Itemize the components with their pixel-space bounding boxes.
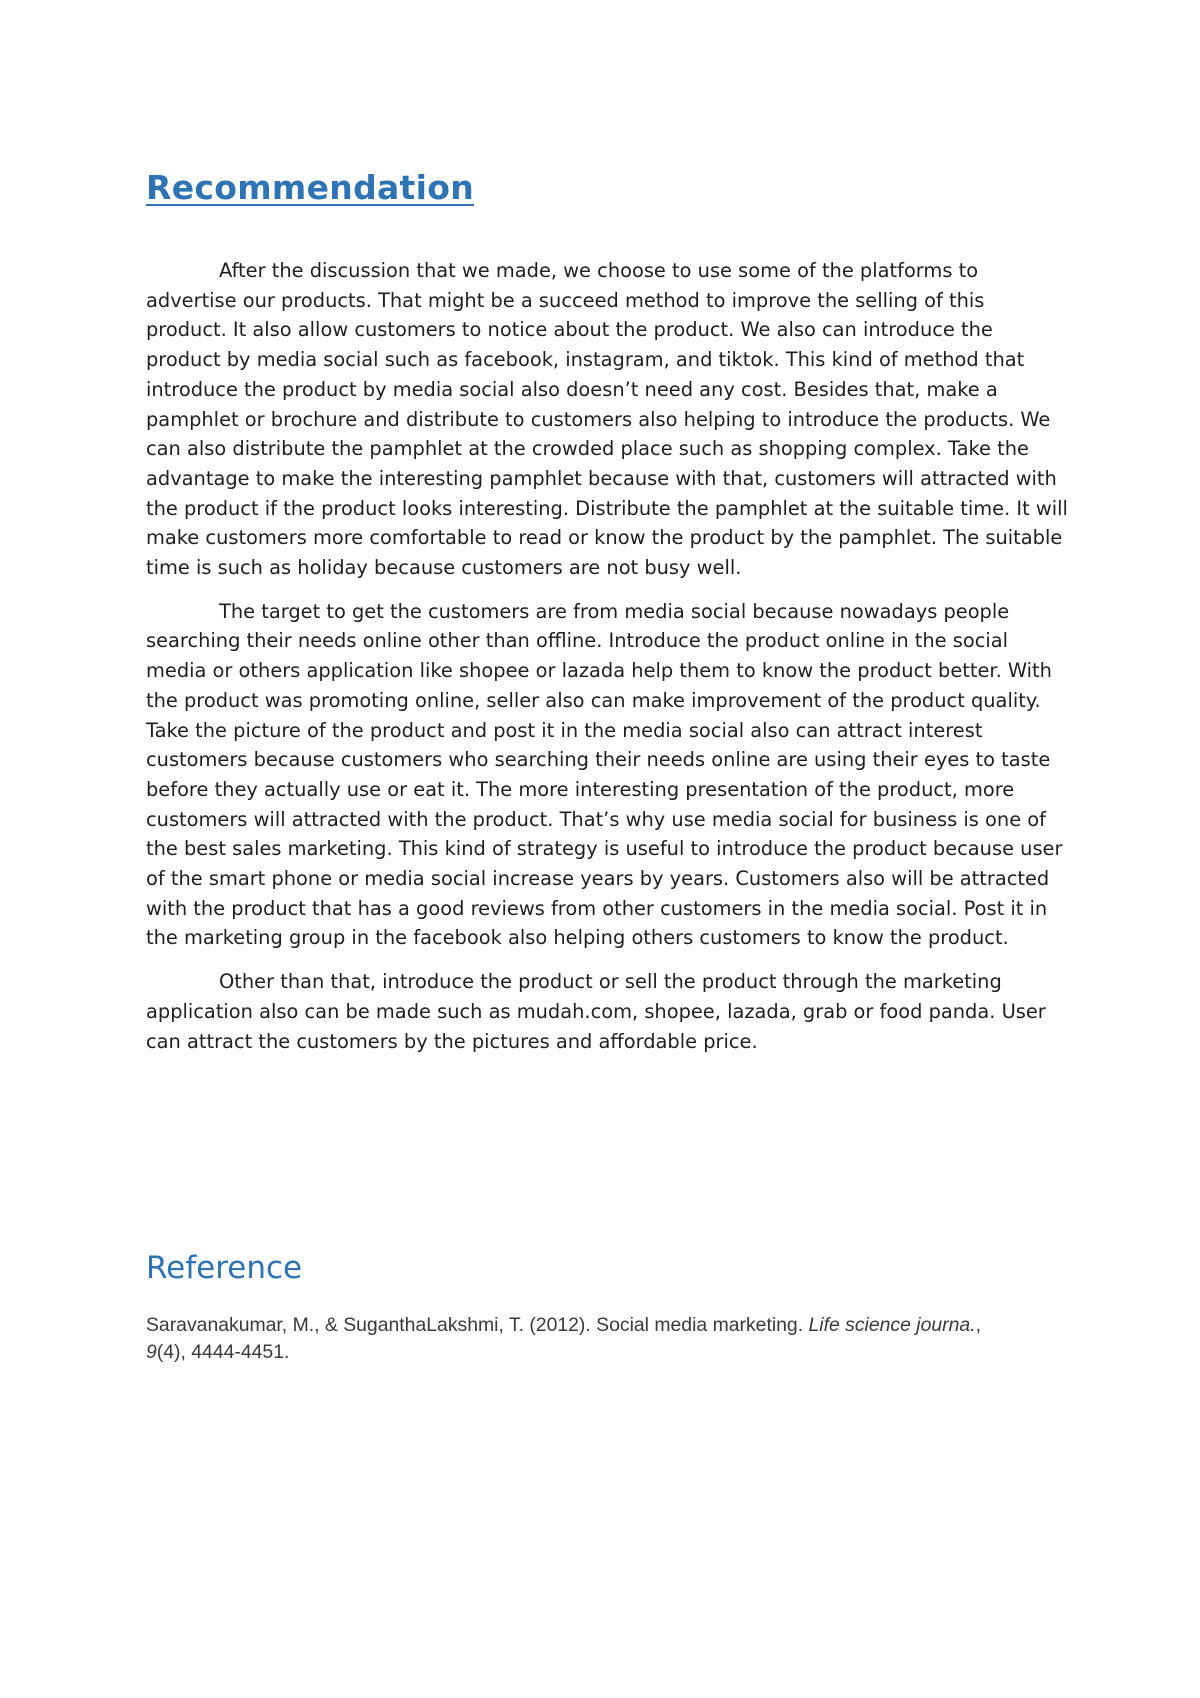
reference-heading: Reference [146, 1250, 303, 1286]
recommendation-paragraph-2: The target to get the customers are from media social because nowadays people searching their needs online other than offline. Introduce the product online in the social media or others application like shopee or lazada help them to know the product better. With the product was promoting online, seller also can make improvement of the product quality. Take the picture of the product and post it in the media social also can attract interest customers because customers who searching their needs online are using their eyes to taste before they actually use or eat it. The more interesting presentation of the product, more customers will attracted with the product. That’s why use media social for business is one of the best sales marketing. This kind of strategy is useful to introduce the product because user of the smart phone or media social increase years by years. Customers also will be attracted with the product that has a good reviews from other customers in the media social. Post it in the marketing group in the facebook also helping others customers to know the product. [146, 599, 1063, 950]
citation-authors: Saravanakumar, M., & SuganthaLakshmi, T. (2012). Social media marketing. [146, 1314, 809, 1336]
recommendation-section [146, 164, 1071, 1070]
citation-journal: Life science journa. [808, 1314, 976, 1336]
recommendation-paragraph-1: After the discussion that we made, we choose to use some of the platforms to advertise our products. That might be a succeed method to improve the selling of this product. It also allow customers to notice about the product. We also can introduce the product by media social such as facebook, instagram, and tiktok. This kind of method that introduce the product by media social also doesn’t need any cost. Besides that, make a pamphlet or brochure and distribute to customers also helping to introduce the products. We can also distribute the pamphlet at the crowded place such as shopping complex. Take the advantage to make the interesting pamphlet because with that, customers will attracted with the product if the product looks interesting. Distribute the pamphlet at the suitable time. It will make customers more comfortable to read or know the product by the pamphlet. The suitable time is such as holiday because customers are not busy well. [146, 259, 1068, 580]
citation-separator: , [975, 1314, 981, 1336]
recommendation-heading: Recommendation [146, 168, 475, 207]
citation-volume: 9 [146, 1341, 157, 1363]
reference-citation [146, 1312, 1006, 1366]
recommendation-paragraph-3: Other than that, introduce the product or sell the product through the marketing application also can be made such as mudah.com, shopee, lazada, grab or food panda. User can attract the customers by the pictures and affordable price. [146, 970, 1046, 1053]
citation-issue-pages: (4), 4444-4451. [156, 1341, 290, 1363]
